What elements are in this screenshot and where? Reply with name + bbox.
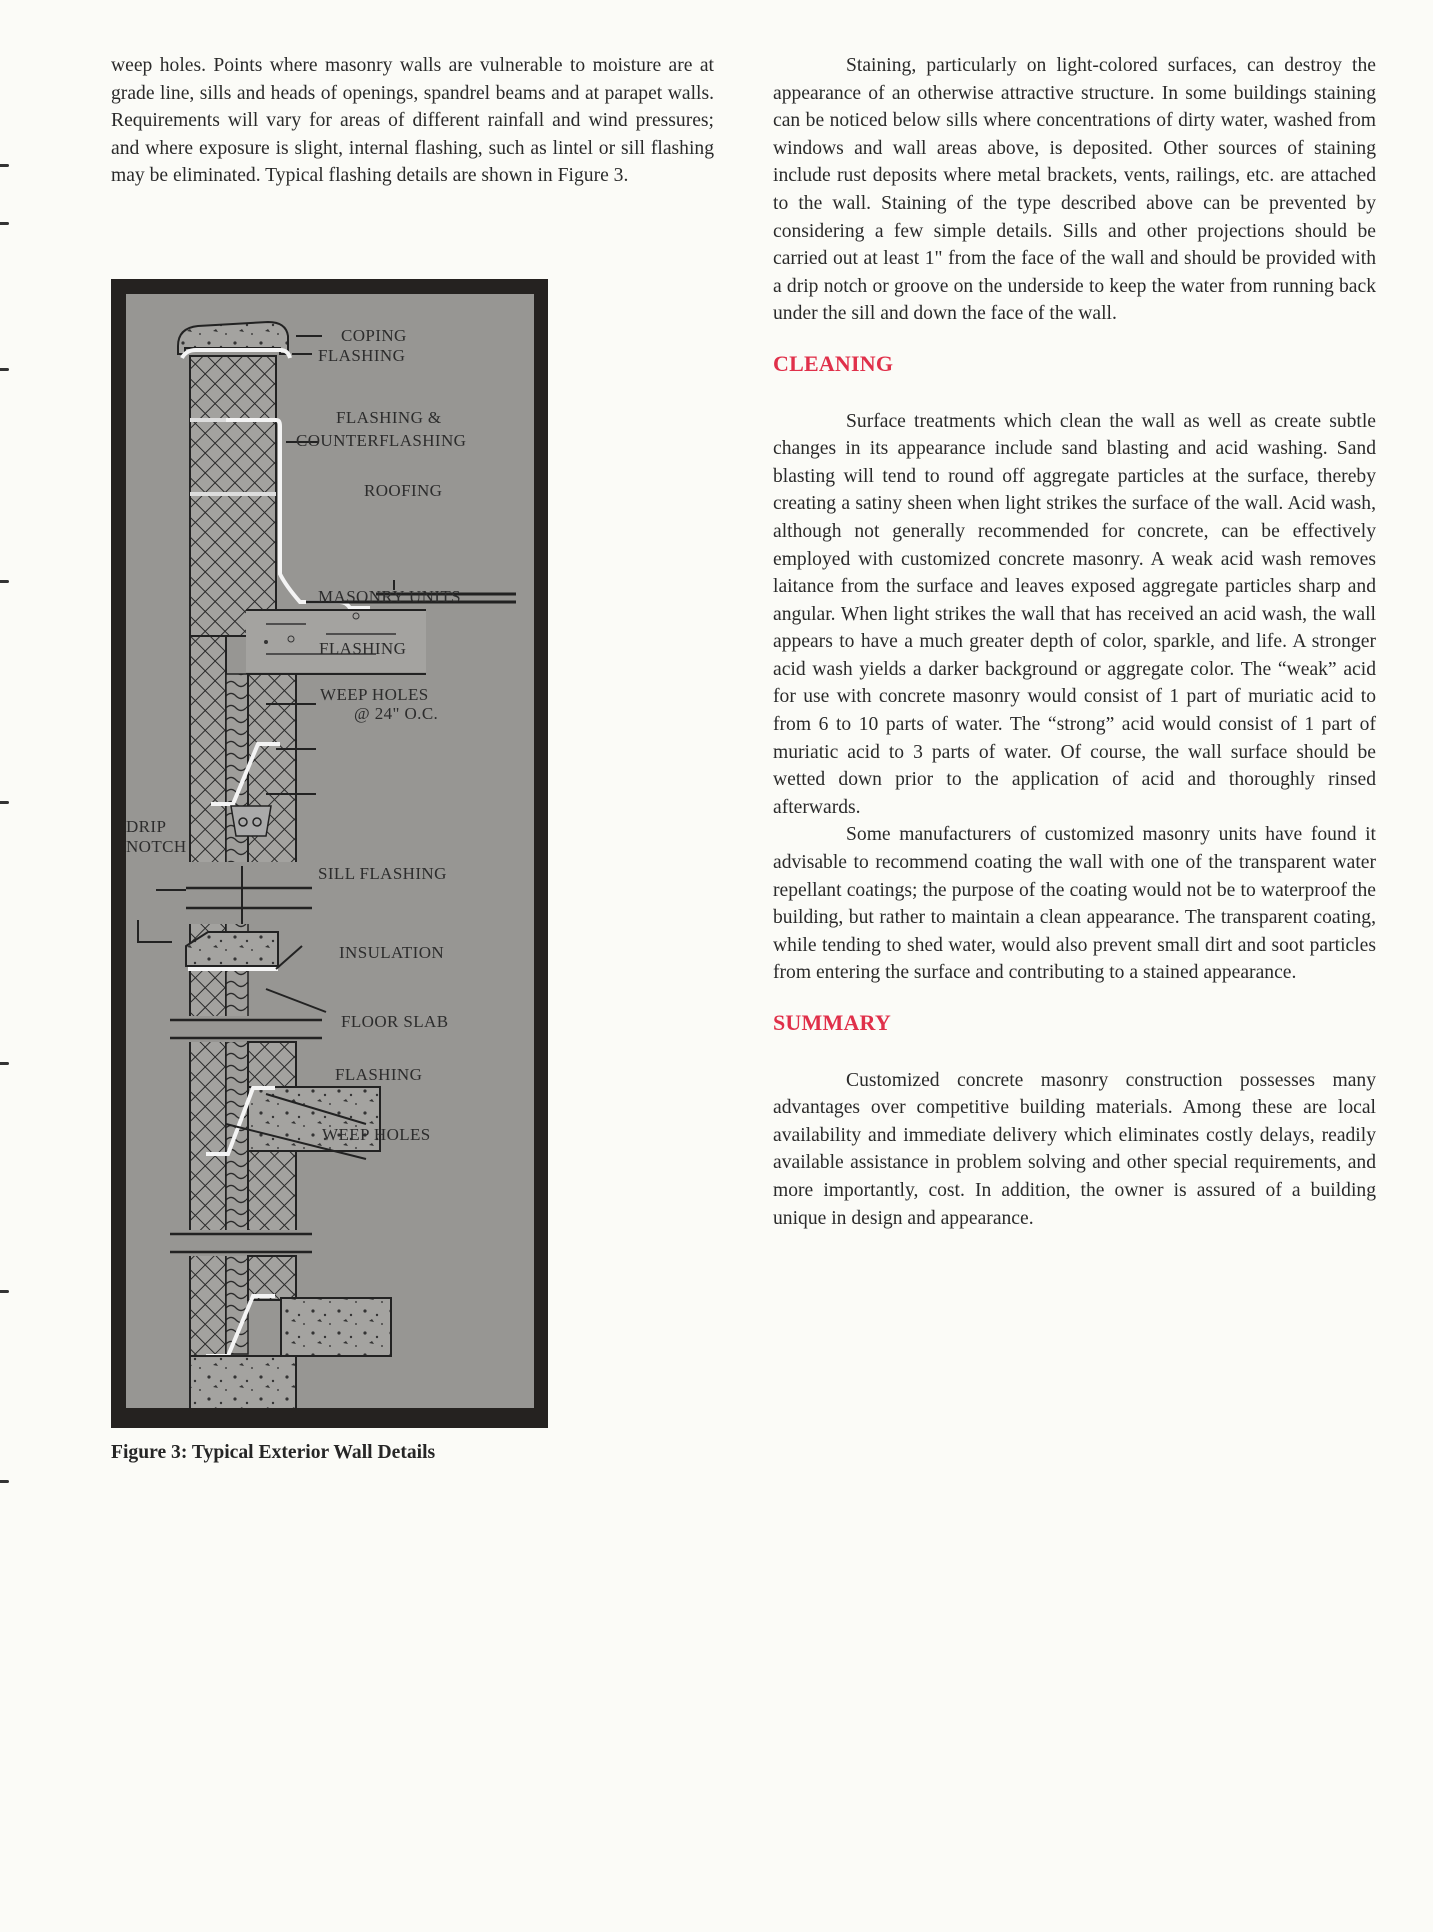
- foundation: [190, 1356, 296, 1408]
- label-flashing-low: FLASHING: [335, 1065, 423, 1084]
- cleaning-paragraph-1: Surface treatments which clean the wall as well as create subtle changes in its appearance include sand blasting and acid washing. Sand blasting will tend to round off aggregate particles at the surface, thereby creating a satiny sheen when light strikes the surface of the wall. Acid wash, although not generally recommended for concrete, can be effectively employed with customized concrete masonry. A weak acid wash removes laitance from the surface and leaves exposed aggregate particles sharp and angular. When light strikes the wall that has received an acid wash, the wall appears to have a much greater depth of color, sparkle, and life. A stronger acid wash yields a darker background or aggregate color. The “weak” acid for use with concrete masonry would consist of 1 part of muriatic acid to from 6 to 10 parts of water. The “strong” acid would consist of 1 part of muriatic acid to 3 parts of water. Of course, the wall surface should be wetted down prior to the application of acid and thoroughly rinsed afterwards.: [773, 410, 1376, 818]
- summary-paragraph: Customized concrete masonry construction possesses many advantages over competitive building materials. Among these are local availability and immediate delivery which eliminates costly delays, readily available assistance in problem solving and other special requirements, and more importantly, cost. In addition, the owner is assured of a building unique in design and appearance.: [773, 1069, 1376, 1229]
- label-weep-holes-1: WEEP HOLES: [320, 685, 429, 704]
- label-weep-holes-low: WEEP HOLES: [322, 1125, 431, 1144]
- label-insulation: INSULATION: [339, 943, 445, 962]
- cleaning-heading: CLEANING: [773, 350, 894, 376]
- body-paragraph: weep holes. Points where masonry walls are vulnerable to moisture are at grade line, sills and heads of openings, spandrel beams and at parapet walls. Requirements will vary for areas of different rainfall and wind pressures; and where exposure is slight, internal flashing, such as lintel or sill flashing may be eliminated. Typical flashing details are shown in Figure 3.: [111, 55, 714, 187]
- figure-3-frame: [111, 279, 548, 1428]
- label-weep-holes-2: @ 24" O.C.: [354, 704, 439, 723]
- weep-hole-block: [231, 806, 271, 836]
- label-flashing-counter-2: COUNTERFLASHING: [296, 431, 467, 450]
- wall-section-diagram: [126, 294, 534, 1408]
- right-column: [773, 52, 1376, 1232]
- label-masonry-units: MASONRY UNITS: [318, 587, 461, 606]
- label-flashing-counter-1: FLASHING &: [336, 408, 442, 427]
- staining-paragraph: Staining, particularly on light-colored surfaces, can destroy the appearance of an otherwise attractive structure. In some buildings staining can be noticed below sills where concentrations of dirty water, washed from windows and wall areas above, is deposited. Other sources of staining include rust deposits where metal brackets, vents, railings, etc. are attached to the wall. Staining of the type described above can be prevented by considering a few simple details. Sills and other projections should be carried out at least 1" from the face of the wall and should be provided with a drip notch or groove on the underside to keep the water from running back under the sill and down the face of the wall.: [773, 55, 1376, 325]
- margin-mark: [0, 1480, 9, 1483]
- label-floor-slab: FLOOR SLAB: [341, 1012, 449, 1031]
- margin-mark: [0, 164, 9, 167]
- margin-mark: [0, 1290, 9, 1293]
- label-flashing-top: FLASHING: [318, 346, 406, 365]
- label-flashing-mid: FLASHING: [319, 639, 407, 658]
- margin-mark: [0, 580, 9, 583]
- margin-mark: [0, 1062, 9, 1065]
- label-roofing: ROOFING: [364, 481, 443, 500]
- margin-mark: [0, 222, 9, 225]
- sill: [186, 932, 278, 966]
- margin-mark: [0, 801, 9, 804]
- left-column: [111, 52, 714, 190]
- cleaning-paragraph-2: Some manufacturers of customized masonry units have found it advisable to recommend coating the wall with one of the transparent water repellant coatings; the purpose of the coating would not be to waterproof the building, but rather to maintain a clean appearance. The transparent coating, while tending to shed water, would also prevent small dirt and soot particles from entering the surface and contributing to a stained appearance.: [773, 824, 1376, 984]
- wall-section-drawing: [126, 294, 534, 1408]
- label-notch: NOTCH: [126, 837, 187, 856]
- label-coping: COPING: [341, 326, 407, 345]
- figure-caption: Figure 3: Typical Exterior Wall Details: [111, 1442, 436, 1463]
- label-sill-flashing: SILL FLASHING: [318, 864, 447, 883]
- summary-heading: SUMMARY: [773, 1010, 891, 1035]
- label-drip: DRIP: [126, 817, 167, 836]
- margin-mark: [0, 368, 9, 371]
